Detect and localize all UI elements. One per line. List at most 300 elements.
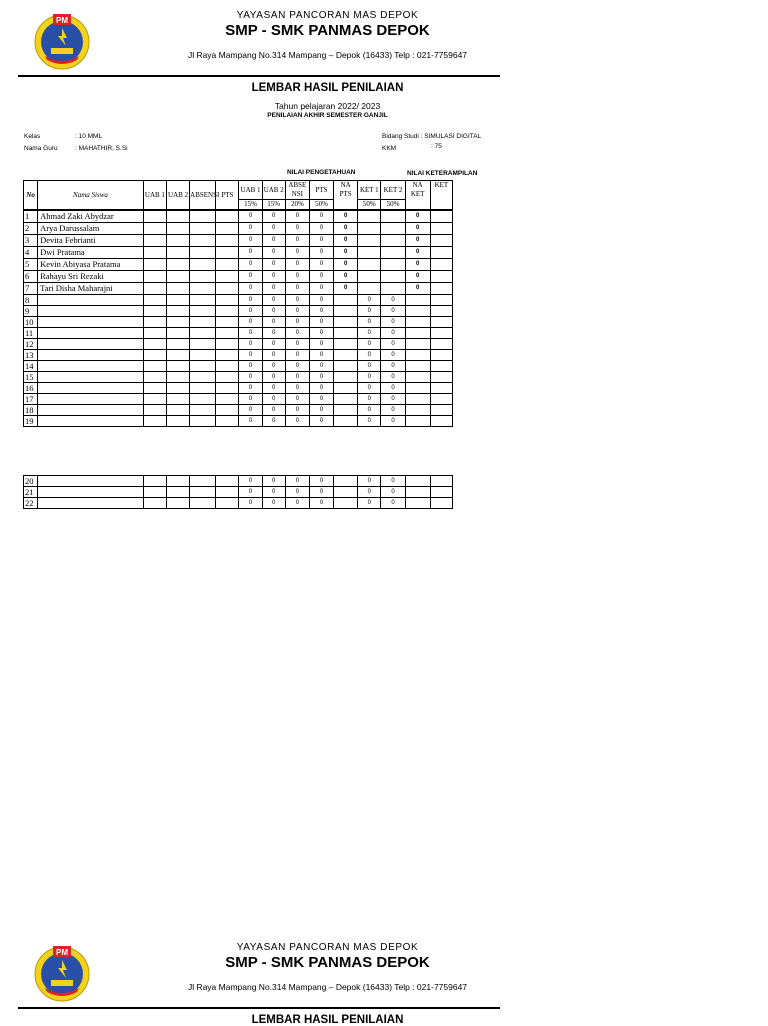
raw-score-cell xyxy=(190,415,216,426)
school-name-page2: SMP - SMK PANMAS DEPOK xyxy=(225,954,430,971)
ket-score: 0 xyxy=(358,338,381,349)
ket-score: 0 xyxy=(381,382,405,393)
weighted-score: 0 xyxy=(239,360,262,371)
raw-score-cell xyxy=(216,382,239,393)
ket-score: 0 xyxy=(358,404,381,415)
raw-score-cell xyxy=(166,270,189,282)
weighted-score: 0 xyxy=(262,270,285,282)
weight-ket1: 50% xyxy=(358,200,381,211)
raw-score-cell xyxy=(166,415,189,426)
na-pts-value xyxy=(334,476,358,487)
row-number: 10 xyxy=(24,316,38,327)
na-pts-value xyxy=(334,404,358,415)
col-uab1-raw: UAB 1 xyxy=(143,181,166,211)
raw-score-cell xyxy=(190,476,216,487)
ket-cell xyxy=(430,327,452,338)
ket-score: 0 xyxy=(381,316,405,327)
ket-score xyxy=(381,282,405,294)
student-name xyxy=(38,382,144,393)
weighted-score: 0 xyxy=(309,222,333,234)
weight-uab2: 15% xyxy=(262,200,285,211)
na-ket-value xyxy=(405,327,430,338)
weighted-score: 0 xyxy=(262,349,285,360)
col-nama: Nama Siswa xyxy=(38,181,144,211)
grade-table xyxy=(23,180,453,427)
ket-score xyxy=(381,222,405,234)
row-number: 14 xyxy=(24,360,38,371)
student-name xyxy=(38,415,144,426)
ket-score: 0 xyxy=(381,487,405,498)
ket-cell xyxy=(430,476,452,487)
raw-score-cell xyxy=(216,282,239,294)
ket-cell xyxy=(430,210,452,222)
raw-score-cell xyxy=(216,360,239,371)
ket-score xyxy=(381,246,405,258)
ket-score: 0 xyxy=(358,360,381,371)
raw-score-cell xyxy=(190,360,216,371)
table-row xyxy=(24,305,453,316)
student-name: Dwi Pratama xyxy=(38,246,144,258)
weighted-score: 0 xyxy=(309,305,333,316)
kkm-value: : 75 xyxy=(431,143,442,150)
row-number: 20 xyxy=(24,476,38,487)
school-address: Jl Raya Mampang No.314 Mampang – Depok (16433) Telp : 021-7759647 xyxy=(187,50,468,60)
ket-score: 0 xyxy=(381,305,405,316)
weighted-score: 0 xyxy=(285,258,309,270)
na-ket-value xyxy=(405,476,430,487)
raw-score-cell xyxy=(143,210,166,222)
student-name xyxy=(38,487,144,498)
raw-score-cell xyxy=(143,360,166,371)
weighted-score: 0 xyxy=(285,270,309,282)
weighted-score: 0 xyxy=(309,393,333,404)
raw-score-cell xyxy=(143,498,166,509)
weighted-score: 0 xyxy=(239,222,262,234)
col-no: No xyxy=(24,181,38,211)
na-ket-value xyxy=(405,305,430,316)
ket-cell xyxy=(430,498,452,509)
table-row xyxy=(24,234,453,246)
weighted-score: 0 xyxy=(285,382,309,393)
weighted-score: 0 xyxy=(262,234,285,246)
weighted-score: 0 xyxy=(309,234,333,246)
raw-score-cell xyxy=(166,360,189,371)
table-row xyxy=(24,476,453,487)
na-ket-value: 0 xyxy=(405,222,430,234)
weighted-score: 0 xyxy=(309,415,333,426)
row-number: 19 xyxy=(24,415,38,426)
ket-score: 0 xyxy=(358,294,381,305)
raw-score-cell xyxy=(166,282,189,294)
na-ket-value xyxy=(405,404,430,415)
student-name xyxy=(38,498,144,509)
ket-score xyxy=(358,246,381,258)
weighted-score: 0 xyxy=(262,316,285,327)
raw-score-cell xyxy=(166,258,189,270)
weighted-score: 0 xyxy=(285,305,309,316)
row-number: 4 xyxy=(24,246,38,258)
na-pts-value: 0 xyxy=(334,270,358,282)
weighted-score: 0 xyxy=(239,316,262,327)
foundation-name-page2: YAYASAN PANCORAN MAS DEPOK xyxy=(236,942,419,953)
col-pts: PTS xyxy=(309,181,333,200)
weighted-score: 0 xyxy=(262,327,285,338)
na-pts-value xyxy=(334,338,358,349)
row-number: 16 xyxy=(24,382,38,393)
raw-score-cell xyxy=(190,487,216,498)
raw-score-cell xyxy=(190,294,216,305)
ket-score: 0 xyxy=(381,294,405,305)
raw-score-cell xyxy=(190,305,216,316)
ket-score: 0 xyxy=(358,393,381,404)
weighted-score: 0 xyxy=(262,246,285,258)
raw-score-cell xyxy=(143,222,166,234)
weighted-score: 0 xyxy=(239,294,262,305)
raw-score-cell xyxy=(166,294,189,305)
weighted-score: 0 xyxy=(285,327,309,338)
raw-score-cell xyxy=(190,498,216,509)
na-ket-value: 0 xyxy=(405,270,430,282)
weighted-score: 0 xyxy=(262,305,285,316)
weighted-score: 0 xyxy=(262,415,285,426)
table-row xyxy=(24,404,453,415)
na-pts-value: 0 xyxy=(334,246,358,258)
student-name xyxy=(38,404,144,415)
student-name: Arya Darussalam xyxy=(38,222,144,234)
weighted-score: 0 xyxy=(262,222,285,234)
student-name xyxy=(38,294,144,305)
raw-score-cell xyxy=(143,338,166,349)
col-na-pts: NA PTS xyxy=(334,181,358,211)
header-divider xyxy=(18,75,500,77)
row-number: 8 xyxy=(24,294,38,305)
ket-score: 0 xyxy=(381,349,405,360)
academic-year: Tahun pelajaran 2022/ 2023 xyxy=(274,101,381,111)
raw-score-cell xyxy=(216,487,239,498)
ket-cell xyxy=(430,282,452,294)
na-pts-value xyxy=(334,371,358,382)
na-ket-value xyxy=(405,371,430,382)
raw-score-cell xyxy=(143,487,166,498)
ket-score: 0 xyxy=(358,476,381,487)
col-absensi-raw: ABSENSI xyxy=(190,181,216,211)
raw-score-cell xyxy=(143,476,166,487)
ket-cell xyxy=(430,349,452,360)
weighted-score: 0 xyxy=(262,258,285,270)
raw-score-cell xyxy=(190,316,216,327)
raw-score-cell xyxy=(166,371,189,382)
row-number: 9 xyxy=(24,305,38,316)
na-pts-value xyxy=(334,305,358,316)
na-ket-value xyxy=(405,498,430,509)
guru-value: : MAHATHIR, S.Si xyxy=(75,145,128,152)
student-name xyxy=(38,393,144,404)
weighted-score: 0 xyxy=(239,487,262,498)
raw-score-cell xyxy=(216,316,239,327)
ket-score: 0 xyxy=(381,498,405,509)
raw-score-cell xyxy=(216,246,239,258)
raw-score-cell xyxy=(190,382,216,393)
ket-score xyxy=(358,222,381,234)
col-uab1: UAB 1 xyxy=(239,181,262,200)
student-name xyxy=(38,338,144,349)
na-ket-value xyxy=(405,382,430,393)
weighted-score: 0 xyxy=(285,294,309,305)
raw-score-cell xyxy=(216,349,239,360)
school-name: SMP - SMK PANMAS DEPOK xyxy=(225,22,430,39)
ket-score: 0 xyxy=(381,338,405,349)
ket-cell xyxy=(430,305,452,316)
weighted-score: 0 xyxy=(309,498,333,509)
weight-absensi: 20% xyxy=(285,200,309,211)
raw-score-cell xyxy=(166,338,189,349)
raw-score-cell xyxy=(216,327,239,338)
weighted-score: 0 xyxy=(285,415,309,426)
ket-score: 0 xyxy=(358,415,381,426)
col-ket1: KET 1 xyxy=(358,181,381,200)
guru-label: Nama Guru xyxy=(24,145,58,152)
raw-score-cell xyxy=(216,404,239,415)
student-name xyxy=(38,371,144,382)
raw-score-cell xyxy=(190,349,216,360)
weighted-score: 0 xyxy=(262,371,285,382)
ket-cell xyxy=(430,415,452,426)
raw-score-cell xyxy=(190,270,216,282)
raw-score-cell xyxy=(143,371,166,382)
table-row xyxy=(24,222,453,234)
weighted-score: 0 xyxy=(309,246,333,258)
na-ket-value xyxy=(405,316,430,327)
ket-score: 0 xyxy=(381,393,405,404)
row-number: 7 xyxy=(24,282,38,294)
table-row xyxy=(24,327,453,338)
kelas-value: : 10 MML xyxy=(75,133,103,140)
ket-score xyxy=(381,234,405,246)
grade-table-continued xyxy=(23,475,453,509)
na-pts-value xyxy=(334,393,358,404)
raw-score-cell xyxy=(143,294,166,305)
raw-score-cell xyxy=(190,327,216,338)
na-ket-value xyxy=(405,338,430,349)
ket-cell xyxy=(430,371,452,382)
ket-score: 0 xyxy=(358,498,381,509)
raw-score-cell xyxy=(216,234,239,246)
raw-score-cell xyxy=(166,404,189,415)
weighted-score: 0 xyxy=(285,338,309,349)
weighted-score: 0 xyxy=(309,404,333,415)
weighted-score: 0 xyxy=(285,246,309,258)
row-number: 3 xyxy=(24,234,38,246)
weighted-score: 0 xyxy=(309,371,333,382)
ket-cell xyxy=(430,294,452,305)
student-name: Tari Disha Maharajni xyxy=(38,282,144,294)
raw-score-cell xyxy=(216,393,239,404)
raw-score-cell xyxy=(190,246,216,258)
raw-score-cell xyxy=(143,316,166,327)
weighted-score: 0 xyxy=(239,327,262,338)
ket-score: 0 xyxy=(358,327,381,338)
table-row xyxy=(24,210,453,222)
ket-cell xyxy=(430,316,452,327)
student-name xyxy=(38,349,144,360)
row-number: 5 xyxy=(24,258,38,270)
row-number: 17 xyxy=(24,393,38,404)
weighted-score: 0 xyxy=(239,258,262,270)
raw-score-cell xyxy=(216,222,239,234)
weighted-score: 0 xyxy=(262,210,285,222)
ket-cell xyxy=(430,270,452,282)
table-header-row xyxy=(24,181,453,200)
table-row xyxy=(24,415,453,426)
raw-score-cell xyxy=(166,349,189,360)
weighted-score: 0 xyxy=(285,222,309,234)
na-ket-value: 0 xyxy=(405,246,430,258)
weighted-score: 0 xyxy=(309,327,333,338)
ket-cell xyxy=(430,404,452,415)
na-pts-value: 0 xyxy=(334,282,358,294)
raw-score-cell xyxy=(166,487,189,498)
ket-score: 0 xyxy=(358,349,381,360)
ket-score xyxy=(381,258,405,270)
na-ket-value xyxy=(405,349,430,360)
raw-score-cell xyxy=(216,294,239,305)
weighted-score: 0 xyxy=(285,282,309,294)
weighted-score: 0 xyxy=(285,349,309,360)
weighted-score: 0 xyxy=(262,393,285,404)
raw-score-cell xyxy=(143,270,166,282)
raw-score-cell xyxy=(143,234,166,246)
raw-score-cell xyxy=(143,246,166,258)
na-ket-value xyxy=(405,294,430,305)
na-pts-value xyxy=(334,294,358,305)
na-pts-value xyxy=(334,415,358,426)
weighted-score: 0 xyxy=(262,404,285,415)
raw-score-cell xyxy=(143,327,166,338)
ket-cell xyxy=(430,487,452,498)
section-keterampilan: NILAI KETERAMPILAN xyxy=(407,170,478,177)
raw-score-cell xyxy=(190,404,216,415)
raw-score-cell xyxy=(166,305,189,316)
foundation-name: YAYASAN PANCORAN MAS DEPOK xyxy=(236,10,419,21)
svg-text:PM: PM xyxy=(56,16,68,25)
raw-score-cell xyxy=(143,282,166,294)
ket-score xyxy=(358,270,381,282)
row-number: 15 xyxy=(24,371,38,382)
weighted-score: 0 xyxy=(285,316,309,327)
ket-score xyxy=(358,258,381,270)
raw-score-cell xyxy=(190,234,216,246)
row-number: 21 xyxy=(24,487,38,498)
weighted-score: 0 xyxy=(262,382,285,393)
weighted-score: 0 xyxy=(239,234,262,246)
row-number: 11 xyxy=(24,327,38,338)
ket-cell xyxy=(430,246,452,258)
na-pts-value: 0 xyxy=(334,222,358,234)
school-logo-page2 xyxy=(33,944,91,1002)
student-name: Devita Febrianti xyxy=(38,234,144,246)
na-pts-value: 0 xyxy=(334,234,358,246)
table-row xyxy=(24,270,453,282)
weighted-score: 0 xyxy=(285,393,309,404)
ket-cell xyxy=(430,393,452,404)
table-row xyxy=(24,282,453,294)
table-row xyxy=(24,498,453,509)
svg-text:PM: PM xyxy=(56,948,68,957)
raw-score-cell xyxy=(143,349,166,360)
weighted-score: 0 xyxy=(309,476,333,487)
ket-score xyxy=(358,234,381,246)
weighted-score: 0 xyxy=(239,338,262,349)
weighted-score: 0 xyxy=(285,476,309,487)
weighted-score: 0 xyxy=(262,360,285,371)
weighted-score: 0 xyxy=(309,487,333,498)
student-name xyxy=(38,476,144,487)
ket-cell xyxy=(430,258,452,270)
raw-score-cell xyxy=(166,316,189,327)
ket-score: 0 xyxy=(358,305,381,316)
row-number: 22 xyxy=(24,498,38,509)
raw-score-cell xyxy=(190,393,216,404)
raw-score-cell xyxy=(143,382,166,393)
weighted-score: 0 xyxy=(239,349,262,360)
na-pts-value xyxy=(334,360,358,371)
student-name: Kevin Abiyasa Pratama xyxy=(38,258,144,270)
na-ket-value xyxy=(405,415,430,426)
ket-cell xyxy=(430,234,452,246)
ket-score: 0 xyxy=(381,404,405,415)
raw-score-cell xyxy=(166,327,189,338)
ket-score: 0 xyxy=(358,382,381,393)
row-number: 1 xyxy=(24,210,38,222)
kelas-label: Kelas xyxy=(24,133,41,140)
table-row xyxy=(24,338,453,349)
weighted-score: 0 xyxy=(239,282,262,294)
ket-score: 0 xyxy=(358,487,381,498)
table-row xyxy=(24,258,453,270)
na-ket-value xyxy=(405,360,430,371)
na-pts-value xyxy=(334,316,358,327)
document-title: LEMBAR HASIL PENILAIAN xyxy=(251,82,404,94)
weighted-score: 0 xyxy=(285,371,309,382)
ket-score xyxy=(381,270,405,282)
school-address-page2: Jl Raya Mampang No.314 Mampang – Depok (16433) Telp : 021-7759647 xyxy=(187,982,468,992)
weighted-score: 0 xyxy=(262,476,285,487)
na-ket-value xyxy=(405,393,430,404)
raw-score-cell xyxy=(143,393,166,404)
weight-ket2: 50% xyxy=(381,200,405,211)
table-row xyxy=(24,382,453,393)
na-ket-value xyxy=(405,487,430,498)
kkm-label: KKM xyxy=(382,145,397,152)
weighted-score: 0 xyxy=(239,305,262,316)
raw-score-cell xyxy=(216,338,239,349)
weighted-score: 0 xyxy=(239,246,262,258)
weighted-score: 0 xyxy=(262,294,285,305)
na-pts-value: 0 xyxy=(334,210,358,222)
weighted-score: 0 xyxy=(239,371,262,382)
weighted-score: 0 xyxy=(239,210,262,222)
col-absensi: ABSE NSI xyxy=(285,181,309,200)
ket-score xyxy=(358,210,381,222)
raw-score-cell xyxy=(166,222,189,234)
weighted-score: 0 xyxy=(285,404,309,415)
raw-score-cell xyxy=(190,258,216,270)
weighted-score: 0 xyxy=(239,382,262,393)
weighted-score: 0 xyxy=(262,498,285,509)
weighted-score: 0 xyxy=(239,393,262,404)
raw-score-cell xyxy=(143,258,166,270)
weighted-score: 0 xyxy=(285,234,309,246)
